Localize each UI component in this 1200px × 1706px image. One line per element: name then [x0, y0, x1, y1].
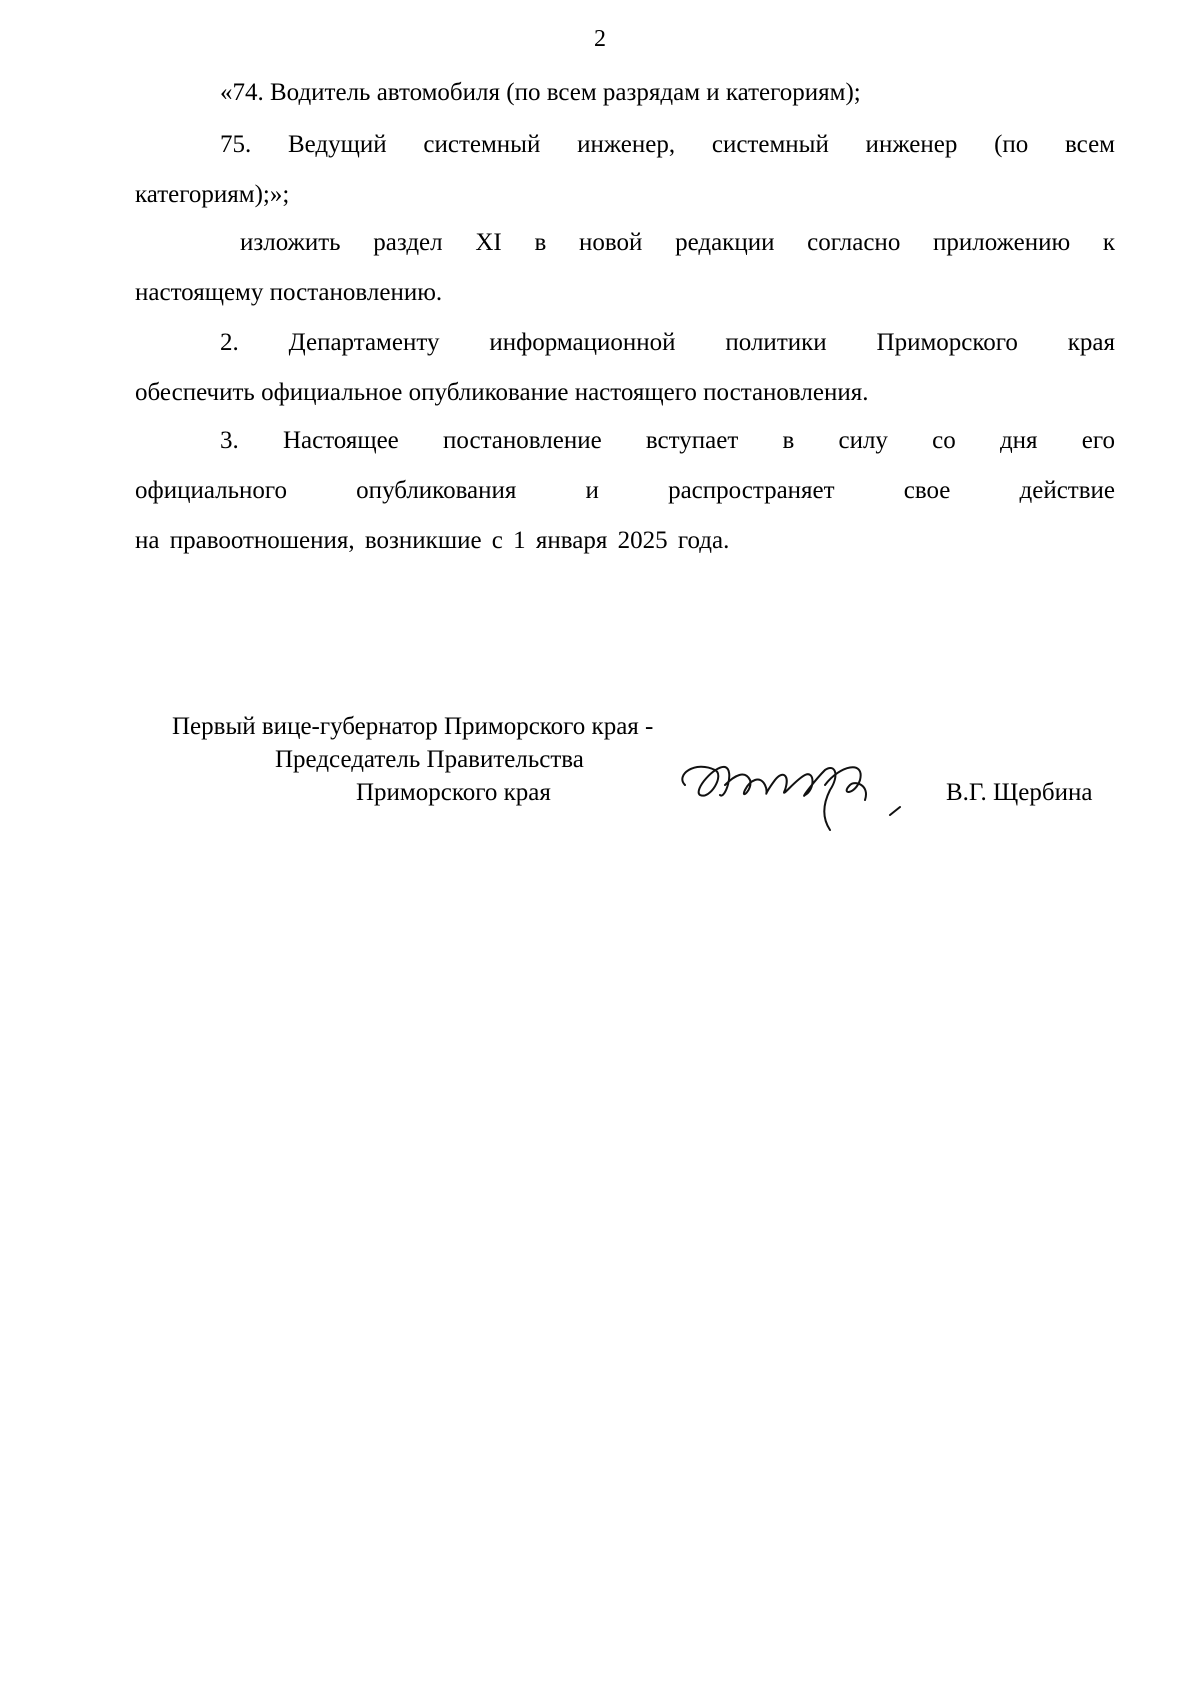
- paragraph-line: 2. Департаменту информационной политики Приморского края: [220, 329, 1115, 356]
- paragraph-line: официального опубликования и распространяет свое действие: [135, 477, 1115, 504]
- paragraph-line: категориям);»;: [135, 181, 290, 208]
- paragraph-line: обеспечить официальное опубликование настоящего постановления.: [135, 379, 869, 406]
- paragraph-line: 75. Ведущий системный инженер, системный инженер (по всем: [220, 131, 1115, 158]
- page-number: 2: [594, 26, 606, 52]
- paragraph-line: 3. Настоящее постановление вступает в силу со дня его: [220, 427, 1115, 454]
- paragraph-line: изложить раздел XI в новой редакции согласно приложению к: [240, 229, 1115, 256]
- handwritten-signature-icon: [665, 745, 925, 840]
- signatory-name: В.Г. Щербина: [946, 779, 1093, 806]
- paragraph-line: «74. Водитель автомобиля (по всем разрядам и категориям);: [220, 79, 861, 106]
- paragraph-line: на правоотношения, возникшие с 1 января 2025 года.: [135, 527, 730, 554]
- paragraph-line: настоящему постановлению.: [135, 279, 443, 306]
- signatory-position-line2: Председатель Правительства: [275, 746, 584, 773]
- signatory-position-line3: Приморского края: [356, 779, 551, 806]
- signatory-position-line1: Первый вице-губернатор Приморского края -: [172, 713, 654, 740]
